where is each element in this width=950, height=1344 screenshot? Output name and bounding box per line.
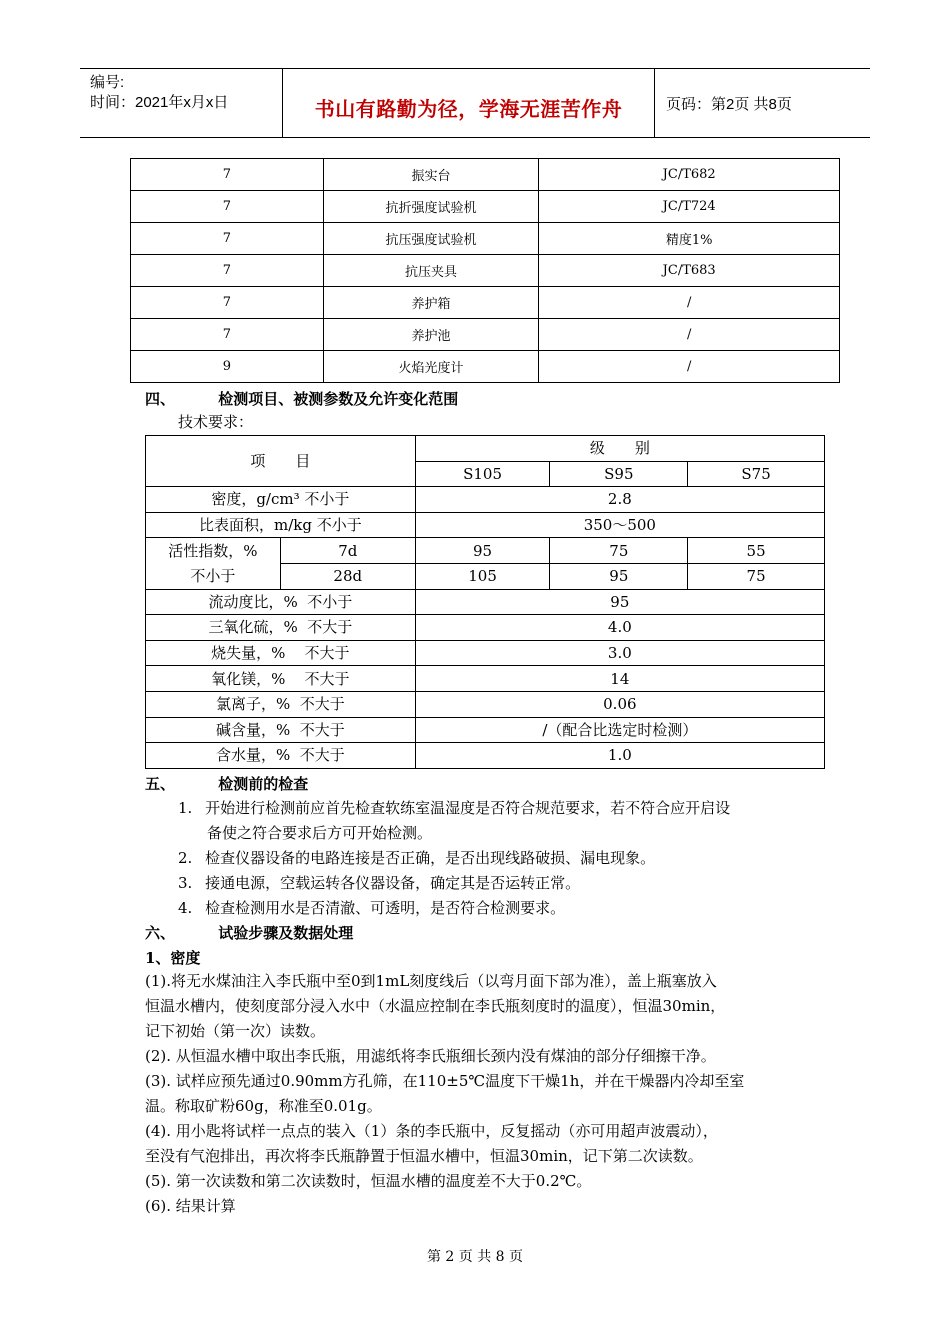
requirement-row (146, 666, 825, 692)
tech-requirements-table (145, 435, 825, 769)
section-5-item (178, 871, 580, 896)
item-text: 开始进行检测前应首先检查软练室温湿度是否符合规范要求，若不符合应开启设 (205, 799, 731, 817)
requirement-row (146, 743, 825, 769)
header-code: 编号: (90, 74, 125, 91)
equipment-table (130, 158, 840, 383)
requirement-value: 4.0 (415, 615, 824, 641)
requirement-value: 14 (415, 666, 824, 692)
section-5-item-cont: 备使之符合要求后方可开始检测。 (207, 824, 433, 842)
equipment-spec: / (539, 351, 840, 383)
requirement-label: 流动度比，% 不小于 (146, 589, 416, 615)
procedure-line: (2). 从恒温水槽中取出李氏瓶，用滤纸将李氏瓶细长颈内没有煤油的部分仔细擦干净。 (145, 1047, 716, 1065)
procedure-line: 记下初始（第一次）读数。 (145, 1022, 326, 1040)
equipment-spec: 精度1% (539, 223, 840, 255)
page-header (80, 68, 870, 138)
equipment-name: 养护池 (323, 319, 539, 351)
activity-28d-s75: 75 (688, 563, 825, 589)
procedure-line: 至没有气泡排出，再次将李氏瓶静置于恒温水槽中，恒温30min，记下第二次读数。 (145, 1147, 703, 1165)
equipment-no: 9 (131, 351, 324, 383)
page-footer: 第 2 页 共 8 页 (426, 1249, 524, 1265)
section-5-heading (145, 773, 308, 794)
equipment-spec: JC/T682 (539, 159, 840, 191)
equipment-no: 7 (131, 159, 324, 191)
activity-28d-s105: 105 (415, 563, 550, 589)
requirement-row (146, 640, 825, 666)
surface-area-value: 350～500 (415, 512, 824, 538)
section-5-item (178, 896, 565, 921)
equipment-name: 振实台 (323, 159, 539, 191)
grade-s75: S75 (688, 461, 825, 487)
requirement-label: 三氧化硫，% 不大于 (146, 615, 416, 641)
equipment-row (131, 255, 840, 287)
section-5-number: 五、 (145, 775, 176, 793)
item-text: 检查仪器设备的电路连接是否正确，是否出现线路破损、漏电现象。 (205, 849, 656, 867)
requirement-row (146, 589, 825, 615)
requirement-value: 95 (415, 589, 824, 615)
procedure-line: (1).将无水煤油注入李氏瓶中至0到1mL刻度线后（以弯月面下部为准），盖上瓶塞放入 (145, 972, 717, 990)
header-meta (90, 73, 228, 113)
equipment-spec: / (539, 287, 840, 319)
activity-label-cont: 不小于 (146, 563, 281, 589)
surface-area-label: 比表面积，m/kg 不小于 (146, 512, 416, 538)
requirement-label: 碱含量，% 不大于 (146, 717, 416, 743)
activity-7d-s95: 75 (550, 538, 688, 564)
subsection-density: 1、密度 (145, 949, 201, 967)
equipment-spec: JC/T683 (539, 255, 840, 287)
requirement-label: 含水量，% 不大于 (146, 743, 416, 769)
equipment-name: 抗压强度试验机 (323, 223, 539, 255)
header-motto: 书山有路勤为径，学海无涯苦作舟 (314, 99, 623, 121)
equipment-row (131, 351, 840, 383)
requirement-value: 1.0 (415, 743, 824, 769)
procedure-line: (3). 试样应预先通过0.90mm方孔筛，在110±5℃温度下干燥1h，并在干燥器内冷却至室 (145, 1072, 745, 1090)
equipment-no: 7 (131, 319, 324, 351)
item-number: 4. (178, 899, 193, 917)
equipment-name: 抗压夹具 (323, 255, 539, 287)
item-number: 3. (178, 874, 193, 892)
item-text: 接通电源，空载运转各仪器设备，确定其是否运转正常。 (205, 874, 581, 892)
equipment-no: 7 (131, 255, 324, 287)
item-text: 检查检测用水是否清澈、可透明，是否符合检测要求。 (205, 899, 566, 917)
equipment-row (131, 191, 840, 223)
equipment-row (131, 159, 840, 191)
section-5-title: 检测前的检查 (218, 775, 309, 793)
procedure-line: (6). 结果计算 (145, 1197, 236, 1215)
section-6-heading (145, 922, 353, 943)
section-6-number: 六、 (145, 924, 176, 942)
section-4-number: 四、 (145, 390, 176, 408)
equipment-spec: JC/T724 (539, 191, 840, 223)
activity-age-7d: 7d (280, 538, 415, 564)
item-number: 1. (178, 799, 193, 817)
requirement-value: 3.0 (415, 640, 824, 666)
requirement-value: /（配合比选定时检测） (415, 717, 824, 743)
activity-28d-s95: 95 (550, 563, 688, 589)
section-4-subtitle: 技术要求： (178, 413, 254, 431)
equipment-name: 抗折强度试验机 (323, 191, 539, 223)
requirement-label: 氯离子，% 不大于 (146, 691, 416, 717)
procedure-line: (5). 第一次读数和第二次读数时，恒温水槽的温度差不大于0.2℃。 (145, 1172, 592, 1190)
grade-header: 级 别 (415, 436, 824, 462)
section-5-item (178, 846, 655, 871)
procedure-line: 恒温水槽内，使刻度部分浸入水中（水温应控制在李氏瓶刻度时的温度），恒温30min， (145, 997, 726, 1015)
header-time: 时间：2021年x月x日 (90, 94, 229, 111)
equipment-name: 养护箱 (323, 287, 539, 319)
activity-7d-s105: 95 (415, 538, 550, 564)
equipment-row (131, 287, 840, 319)
activity-age-28d: 28d (280, 563, 415, 589)
requirement-row (146, 615, 825, 641)
header-divider (654, 69, 655, 137)
equipment-spec: / (539, 319, 840, 351)
procedure-line: (4). 用小匙将试样一点点的装入（1）条的李氏瓶中，反复摇动（亦可用超声波震动）， (145, 1122, 718, 1140)
requirement-row (146, 691, 825, 717)
section-6-title: 试验步骤及数据处理 (218, 924, 354, 942)
item-header: 项 目 (146, 436, 416, 487)
activity-label: 活性指数，% (146, 538, 281, 564)
equipment-no: 7 (131, 223, 324, 255)
section-4-title: 检测项目、被测参数及允许变化范围 (218, 390, 459, 408)
requirement-row (146, 717, 825, 743)
equipment-name: 火焰光度计 (323, 351, 539, 383)
equipment-no: 7 (131, 287, 324, 319)
section-4-heading (145, 388, 458, 409)
procedure-line: 温。称取矿粉60g，称准至0.01g。 (145, 1097, 382, 1115)
density-label: 密度，g/cm³ 不小于 (146, 487, 416, 513)
requirement-label: 氧化镁，% 不大于 (146, 666, 416, 692)
grade-s105: S105 (415, 461, 550, 487)
grade-s95: S95 (550, 461, 688, 487)
requirement-label: 烧失量，% 不大于 (146, 640, 416, 666)
density-value: 2.8 (415, 487, 824, 513)
density-procedure (145, 969, 845, 1219)
equipment-row (131, 223, 840, 255)
activity-7d-s75: 55 (688, 538, 825, 564)
equipment-row (131, 319, 840, 351)
item-number: 2. (178, 849, 193, 867)
section-5-item (178, 796, 730, 821)
equipment-no: 7 (131, 191, 324, 223)
header-page-number: 页码：第2页 共8页 (666, 96, 792, 113)
requirement-value: 0.06 (415, 691, 824, 717)
